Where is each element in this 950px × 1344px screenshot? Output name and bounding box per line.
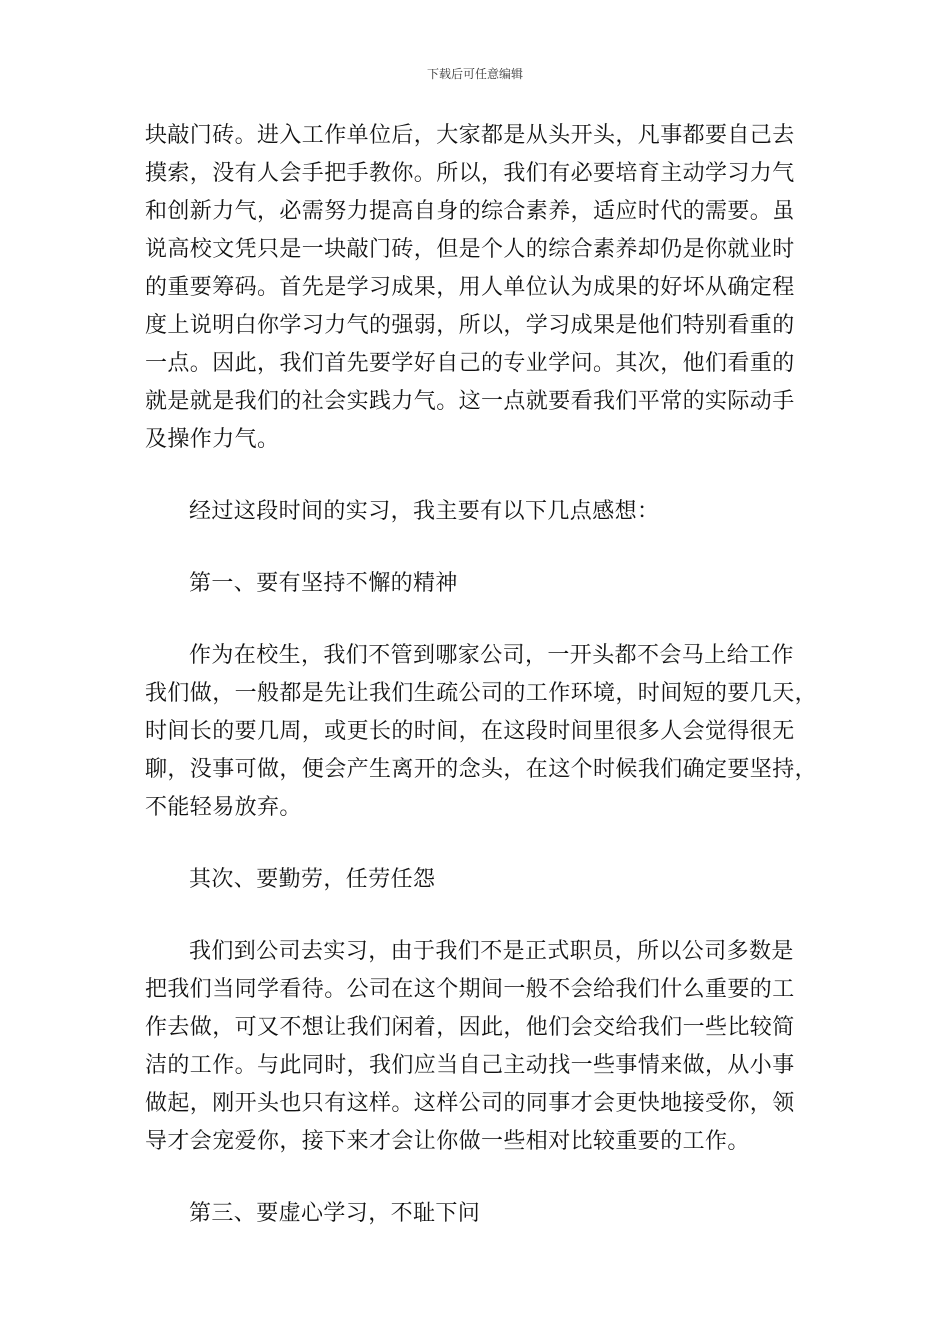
paragraph-perseverance <box>145 637 818 827</box>
text-line: 说高校文凭只是一块敲门砖，但是个人的综合素养却仍是你就业时 <box>145 237 795 262</box>
text-line: 第一、要有坚持不懈的精神 <box>189 571 458 596</box>
text-line: 的重要筹码。首先是学习成果，用人单位认为成果的好坏从确定程 <box>145 275 795 300</box>
paragraph-spacer <box>145 603 810 637</box>
text-line: 作为在校生，我们不管到哪家公司，一开头都不会马上给工作 <box>189 643 794 668</box>
text-line: 摸索，没有人会手把手教你。所以，我们有必要培育主动学习力气 <box>145 161 795 186</box>
text-line: 把我们当同学看待。公司在这个期间一般不会给我们什么重要的工 <box>145 977 795 1002</box>
page-header-note: 下载后可任意编辑 <box>426 67 523 81</box>
paragraph-intro-thoughts <box>145 493 810 531</box>
text-line: 及操作力气。 <box>145 427 280 452</box>
text-line: 第三、要虚心学习，不耻下问 <box>189 1201 481 1226</box>
text-line: 度上说明白你学习力气的强弱，所以，学习成果是他们特别看重的 <box>145 313 795 338</box>
paragraph-job-qualities <box>145 117 810 459</box>
section-heading-diligence <box>145 861 810 899</box>
paragraph-spacer <box>145 827 810 861</box>
text-line: 导才会宠爱你，接下来才会让你做一些相对比较重要的工作。 <box>145 1129 750 1154</box>
text-line: 作去做，可又不想让我们闲着，因此，他们会交给我们一些比较简 <box>145 1015 795 1040</box>
text-line: 就是就是我们的社会实践力气。这一点就要看我们平常的实际动手 <box>145 389 795 414</box>
text-line: 不能轻易放弃。 <box>145 795 302 820</box>
section-heading-humble-learning <box>145 1195 810 1233</box>
text-line: 一点。因此，我们首先要学好自己的专业学问。其次，他们看重的 <box>145 351 795 376</box>
text-line: 我们到公司去实习，由于我们不是正式职员，所以公司多数是 <box>189 939 794 964</box>
text-line: 块敲门砖。进入工作单位后，大家都是从头开头，凡事都要自己去 <box>145 123 795 148</box>
text-line: 做起，刚开头也只有这样。这样公司的同事才会更快地接受你，领 <box>145 1091 795 1116</box>
paragraph-spacer <box>145 459 810 493</box>
text-line: 洁的工作。与此同时，我们应当自己主动找一些事情来做，从小事 <box>145 1053 795 1078</box>
document-body <box>145 117 818 1233</box>
paragraph-spacer <box>145 899 810 933</box>
section-heading-perseverance <box>145 565 810 603</box>
text-line: 经过这段时间的实习，我主要有以下几点感想： <box>189 499 660 524</box>
text-line: 和创新力气，必需努力提高自身的综合素养，适应时代的需要。虽 <box>145 199 795 224</box>
paragraph-spacer <box>145 1161 810 1195</box>
text-line: 其次、要勤劳，任劳任怨 <box>189 867 436 892</box>
paragraph-spacer <box>145 531 810 565</box>
text-line: 时间长的要几周，或更长的时间，在这段时间里很多人会觉得很无 <box>145 719 795 744</box>
text-line: 聊，没事可做，便会产生离开的念头，在这个时候我们确定要坚持， <box>145 757 818 782</box>
text-line: 我们做，一般都是先让我们生疏公司的工作环境，时间短的要几天， <box>145 681 818 706</box>
paragraph-diligence <box>145 933 810 1161</box>
